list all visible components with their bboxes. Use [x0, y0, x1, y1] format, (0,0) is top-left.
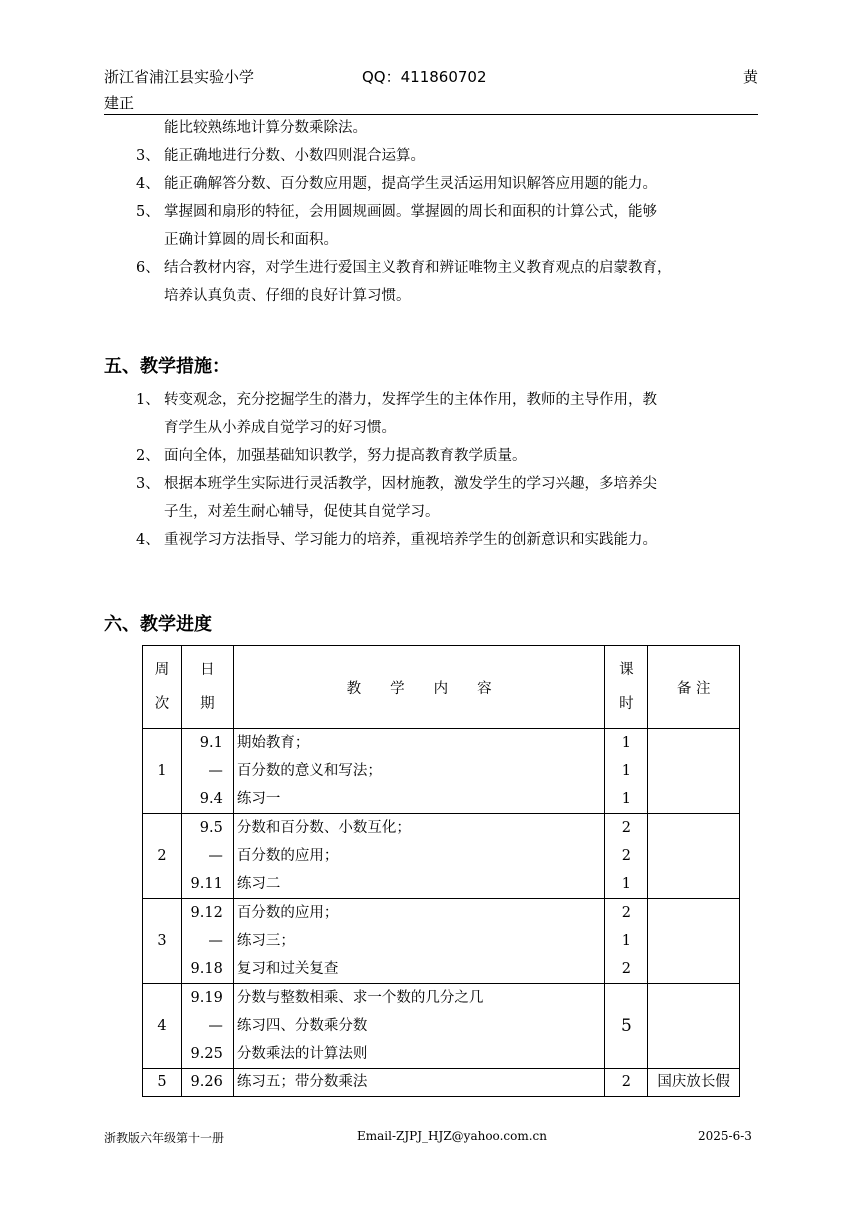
content-cell: 练习五；带分数乘法: [233, 1069, 605, 1097]
measure-text: 面向全体，加强基础知识教学，努力提高教育教学质量。: [164, 448, 527, 464]
date-cell: 9.26: [181, 1069, 233, 1097]
measures-list: [0, 386, 860, 556]
header-date: 日 期: [181, 646, 233, 729]
measure-text: 子生，对差生耐心辅导，促使其自觉学习。: [164, 504, 440, 520]
table-header-row: [143, 646, 740, 729]
hours-cell: 2 1 2: [605, 899, 648, 984]
goal-number: 4、: [136, 176, 160, 192]
hours-cell: 2 2 1: [605, 814, 648, 899]
content-cell: 分数和百分数、小数互化； 百分数的应用； 练习二: [233, 814, 605, 899]
footer-email: Email-ZJPJ_HJZ@yahoo.com.cn: [357, 1129, 547, 1143]
section-5-title: 五、教学措施：: [104, 356, 230, 377]
table-row: [143, 814, 740, 899]
goal-number: 5、: [136, 204, 160, 220]
date-cell: 9.1 — 9.4: [181, 729, 233, 814]
header-notes: 备 注: [648, 646, 740, 729]
week-cell: 5: [143, 1069, 182, 1097]
page-header: [104, 62, 758, 115]
measure-number: 2、: [136, 448, 160, 464]
notes-cell: [648, 814, 740, 899]
week-cell: 4: [143, 984, 182, 1069]
date-cell: 9.12 — 9.18: [181, 899, 233, 984]
header-hours: 课 时: [605, 646, 648, 729]
hours-cell: 5: [605, 984, 648, 1069]
notes-cell: 国庆放长假: [648, 1069, 740, 1097]
table-row: [143, 1069, 740, 1097]
week-cell: 3: [143, 899, 182, 984]
goal-number: 6、: [136, 260, 160, 276]
goal-2-continued: 能比较熟练地计算分数乘除法。: [164, 120, 367, 136]
measure-text: 重视学习方法指导、学习能力的培养，重视培养学生的创新意识和实践能力。: [164, 532, 657, 548]
notes-cell: [648, 729, 740, 814]
schedule-table: [142, 645, 740, 1097]
table-row: [143, 899, 740, 984]
week-cell: 1: [143, 729, 182, 814]
measure-text: 育学生从小养成自觉学习的好习惯。: [164, 420, 396, 436]
goal-number: 3、: [136, 148, 160, 164]
footer-date: 2025-6-3: [698, 1129, 752, 1143]
goals-list: [0, 114, 860, 314]
notes-cell: [648, 984, 740, 1069]
measure-text: 转变观念，充分挖掘学生的潜力，发挥学生的主体作用，教师的主导作用，教: [164, 392, 657, 408]
goal-text: 能正确解答分数、百分数应用题，提高学生灵活运用知识解答应用题的能力。: [164, 176, 657, 192]
hours-cell: 1 1 1: [605, 729, 648, 814]
measure-number: 3、: [136, 476, 160, 492]
content-cell: 分数与整数相乘、求一个数的几分之几 练习四、分数乘分数 分数乘法的计算法则: [233, 984, 605, 1069]
goal-text: 正确计算圆的周长和面积。: [164, 232, 338, 248]
header-week: 周 次: [143, 646, 182, 729]
header-qq: QQ：411860702: [362, 68, 487, 86]
date-cell: 9.5 — 9.11: [181, 814, 233, 899]
week-cell: 2: [143, 814, 182, 899]
goal-text: 掌握圆和扇形的特征，会用圆规画圆。掌握圆的周长和面积的计算公式，能够: [164, 204, 657, 220]
table-row: [143, 984, 740, 1069]
content-cell: 百分数的应用； 练习三； 复习和过关复查: [233, 899, 605, 984]
content-cell: 期始教育； 百分数的意义和写法； 练习一: [233, 729, 605, 814]
header-author-surname: 黄: [742, 68, 758, 86]
goal-text: 结合教材内容，对学生进行爱国主义教育和辨证唯物主义教育观点的启蒙教育，: [164, 260, 672, 276]
measure-number: 1、: [136, 392, 160, 408]
header-school: 浙江省浦江县实验小学: [104, 68, 255, 86]
table-row: [143, 729, 740, 814]
goal-text: 能正确地进行分数、小数四则混合运算。: [164, 148, 425, 164]
measure-text: 根据本班学生实际进行灵活教学，因材施教，激发学生的学习兴趣，多培养尖: [164, 476, 657, 492]
footer-left: 浙教版六年级第十一册: [104, 1131, 225, 1145]
notes-cell: [648, 899, 740, 984]
hours-cell: 2: [605, 1069, 648, 1097]
header-content: 教 学 内 容: [233, 646, 605, 729]
date-cell: 9.19 — 9.25: [181, 984, 233, 1069]
section-6-title: 六、教学进度: [104, 614, 212, 635]
header-author-given: 建正: [104, 94, 135, 112]
measure-number: 4、: [136, 532, 160, 548]
goal-text: 培养认真负责、仔细的良好计算习惯。: [164, 288, 411, 304]
